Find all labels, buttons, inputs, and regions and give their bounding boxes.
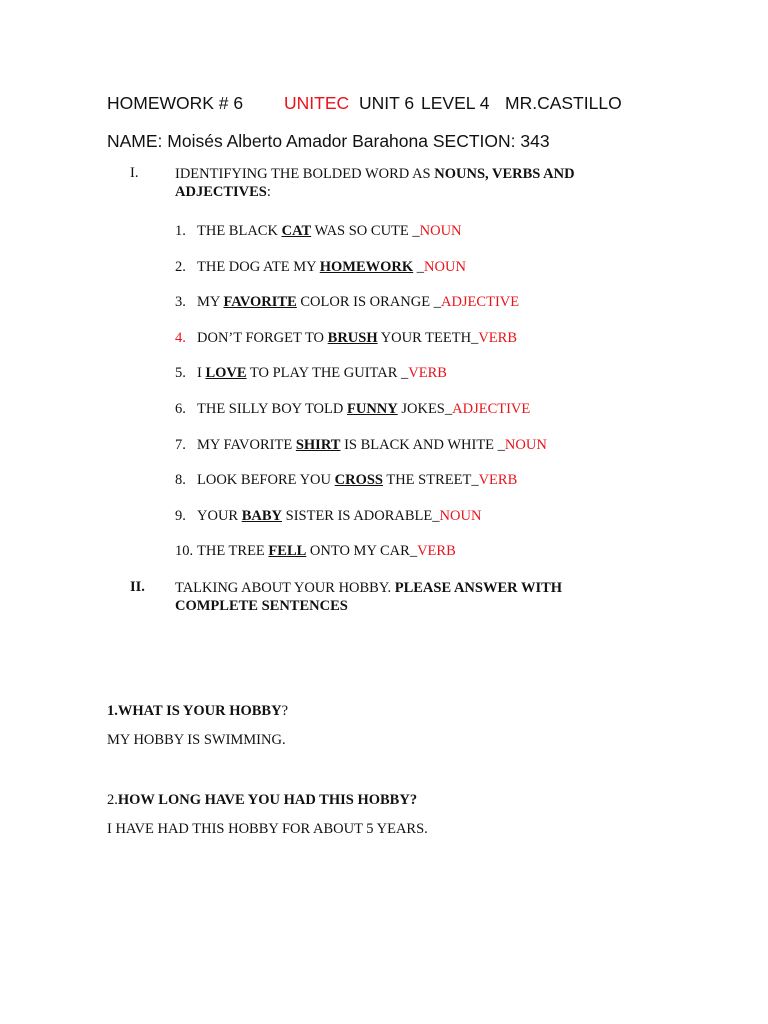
item-text: LOOK BEFORE YOU (197, 472, 335, 489)
item-text: MY FAVORITE (197, 436, 296, 453)
instruction-colon: : (266, 184, 271, 200)
header-line (107, 93, 622, 114)
item-answer: VERB (417, 543, 456, 560)
item-number: 2. (175, 258, 186, 275)
item-text: TO PLAY THE GUITAR _ (246, 365, 409, 382)
bolded-word: CROSS (334, 472, 383, 489)
bolded-word: LOVE (205, 365, 247, 382)
instruction-text: TALKING ABOUT YOUR HOBBY. (175, 580, 395, 596)
item-text: DON’T FORGET TO (197, 329, 328, 346)
exercise-item (175, 258, 547, 294)
item-number: 4. (175, 329, 186, 346)
item-answer: NOUN (424, 258, 466, 275)
item-number: 8. (175, 472, 186, 489)
item-number: 9. (175, 507, 186, 524)
item-text: ONTO MY CAR_ (306, 543, 418, 560)
bolded-word: FELL (268, 543, 307, 560)
exercise-item (175, 507, 547, 543)
question-1 (107, 703, 288, 720)
bolded-word: HOMEWORK (319, 258, 414, 275)
exercise-item (175, 222, 547, 258)
instruction-bold: PLEASE ANSWER WITH (394, 580, 563, 596)
item-number: 10. (175, 543, 194, 560)
exercise-list (175, 222, 547, 578)
exercise-item (175, 400, 547, 436)
student-name-line: NAME: Moisés Alberto Amador Barahona SECTION: 343 (107, 131, 550, 151)
instruction-text: IDENTIFYING THE BOLDED WORD AS (175, 166, 435, 182)
bolded-word: FUNNY (346, 400, 398, 417)
item-answer: VERB (408, 365, 447, 382)
unit-label: UNIT 6 (359, 93, 415, 113)
item-text: JOKES_ (397, 400, 453, 417)
section-1-numeral: I. (130, 165, 139, 181)
question-prefix: 2. (107, 792, 118, 808)
bolded-word: SHIRT (295, 436, 341, 453)
instruction-bold: NOUNS, VERBS AND (434, 166, 575, 182)
section-1-instruction (175, 165, 625, 201)
item-text: THE SILLY BOY TOLD (197, 400, 347, 417)
question-2 (107, 792, 417, 809)
item-number: 1. (175, 223, 186, 239)
item-number: 6. (175, 400, 186, 417)
item-answer: NOUN (419, 223, 462, 239)
bolded-word: FAVORITE (223, 294, 297, 311)
item-text: IS BLACK AND WHITE _ (340, 436, 505, 453)
question-text: 1.WHAT IS YOUR HOBBY (107, 703, 282, 719)
exercise-item (175, 471, 547, 507)
item-text: YOUR TEETH_ (377, 329, 479, 346)
item-text: YOUR (197, 507, 242, 524)
item-answer: NOUN (504, 436, 547, 453)
item-answer: VERB (478, 472, 518, 489)
level-label: LEVEL 4 (421, 93, 490, 113)
item-text: _ (413, 258, 425, 275)
section-2-numeral: II. (130, 579, 145, 595)
item-text: THE BLACK (197, 223, 282, 239)
instruction-bold: COMPLETE SENTENCES (175, 598, 348, 614)
bolded-word: BRUSH (327, 329, 378, 346)
question-text: HOW LONG HAVE YOU HAD THIS HOBBY? (117, 792, 418, 808)
answer-1: MY HOBBY IS SWIMMING. (107, 732, 286, 748)
question-suffix: ? (281, 703, 289, 719)
item-answer: VERB (478, 329, 517, 346)
bolded-word: BABY (241, 507, 283, 524)
item-text: WAS SO CUTE _ (311, 223, 420, 239)
bolded-word: CAT (281, 223, 312, 239)
item-text: I (197, 365, 206, 382)
exercise-item (175, 364, 547, 400)
item-text: THE DOG ATE MY (197, 258, 320, 275)
item-answer: ADJECTIVE (440, 294, 520, 311)
school-name: UNITEC (284, 93, 350, 113)
item-text: COLOR IS ORANGE _ (296, 294, 441, 311)
teacher-name: MR.CASTILLO (505, 93, 622, 113)
section-2-instruction (175, 579, 625, 615)
item-answer: NOUN (439, 507, 482, 524)
item-number: 3. (175, 294, 186, 311)
exercise-item (175, 329, 547, 365)
item-text: SISTER IS ADORABLE_ (282, 507, 440, 524)
item-text: THE TREE (197, 543, 269, 560)
instruction-bold: ADJECTIVES (175, 184, 267, 200)
item-number: 7. (175, 436, 186, 453)
exercise-item (175, 542, 547, 578)
item-number: 5. (175, 365, 186, 382)
item-text: MY (197, 294, 224, 311)
exercise-item (175, 293, 547, 329)
exercise-item (175, 436, 547, 472)
homework-number: HOMEWORK # 6 (107, 93, 244, 113)
item-text: THE STREET_ (382, 472, 479, 489)
item-answer: ADJECTIVE (452, 400, 531, 417)
answer-2: I HAVE HAD THIS HOBBY FOR ABOUT 5 YEARS. (107, 821, 428, 837)
